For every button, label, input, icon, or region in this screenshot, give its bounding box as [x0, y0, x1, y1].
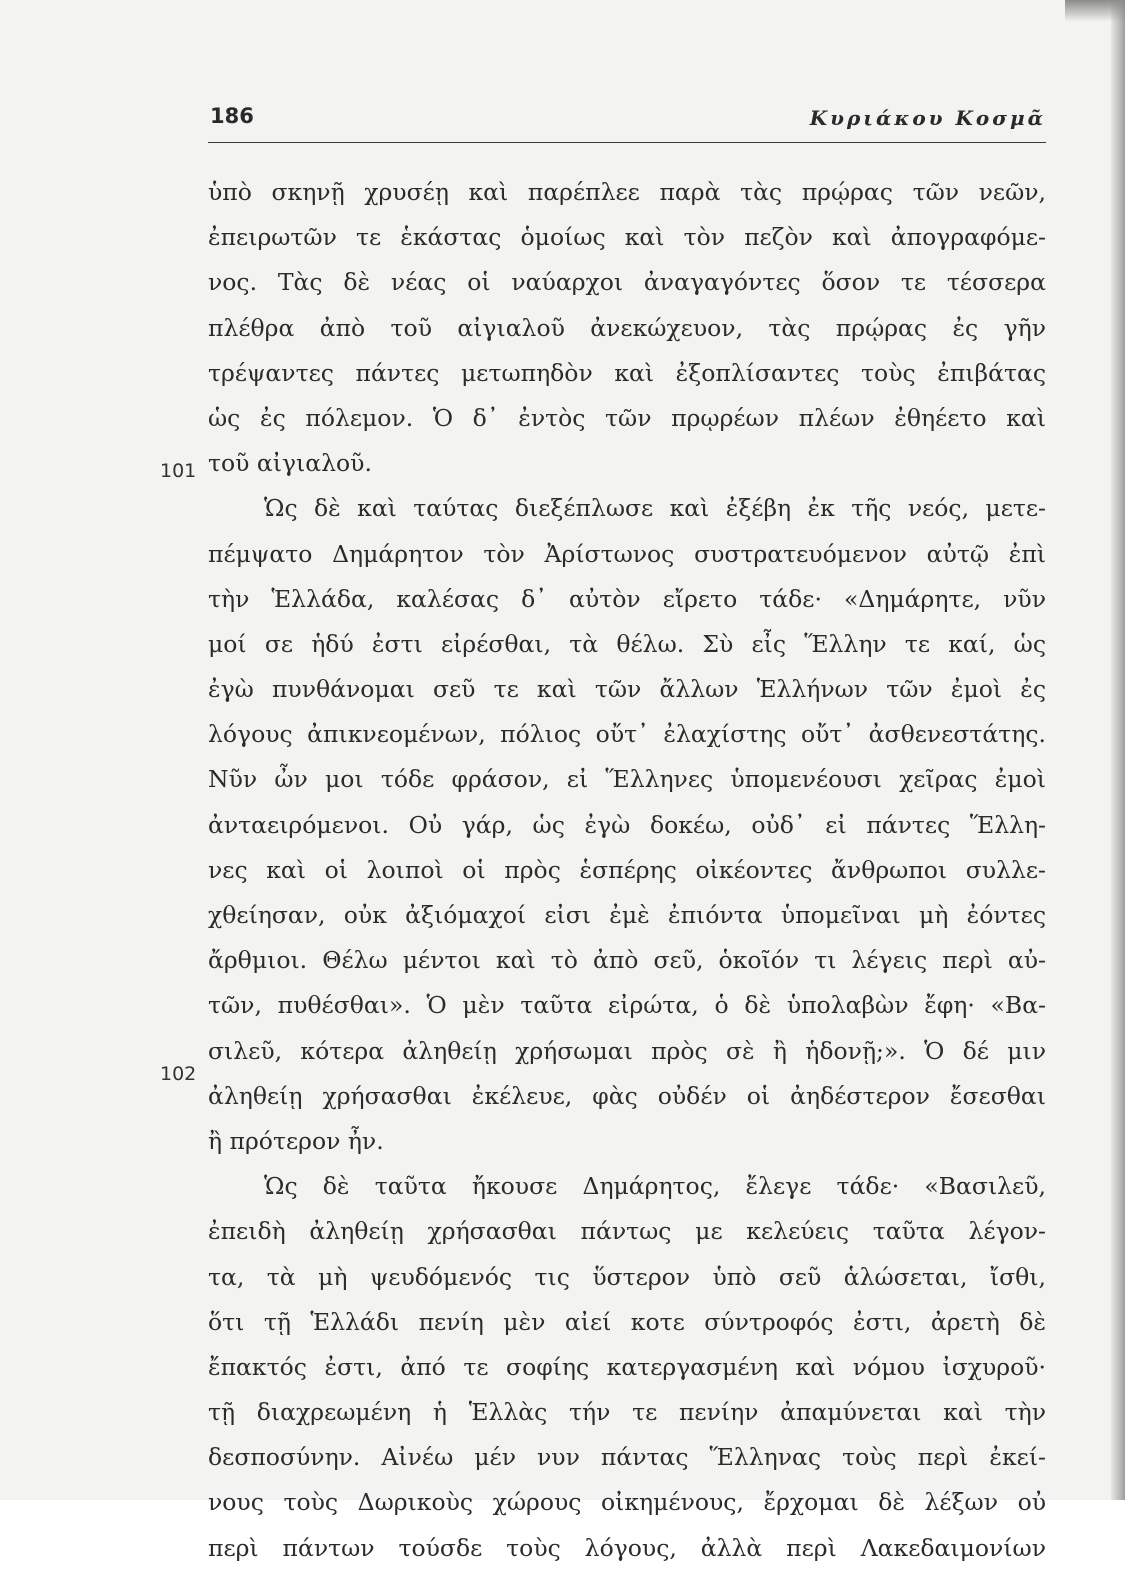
- text-line: περὶ πάντων τούσδε τοὺς λόγους, ἀλλὰ περὶ Λακεδαιμονίων: [208, 1533, 1046, 1562]
- text-line: νος. Τὰς δὲ νέας οἱ ναύαρχοι ἀναγαγόντες ὅσον τε τέσσερα: [208, 268, 1046, 297]
- text-line: ὡς ἐς πόλεμον. Ὁ δ᾽ ἐντὸς τῶν πρῳρέων πλέων ἐθηέετο καὶ: [208, 403, 1046, 432]
- paragraph-first-line: Ὡς δὲ ταῦτα ἤκουσε Δημάρητος, ἔλεγε τάδε· «Βασιλεῦ,: [264, 1172, 1046, 1201]
- paragraph-first-line: Ὡς δὲ καὶ ταύτας διεξέπλωσε καὶ ἐξέβη ἐκ τῆς νεός, μετε-: [264, 494, 1046, 523]
- body-text: [208, 170, 1046, 1571]
- text-line: τῇ διαχρεωμένη ἡ Ἑλλὰς τήν τε πενίην ἀπαμύνεται καὶ τὴν: [208, 1398, 1046, 1427]
- text-line: ὅτι τῇ Ἑλλάδι πενίη μὲν αἰεί κοτε σύντροφός ἐστι, ἀρετὴ δὲ: [208, 1307, 1046, 1336]
- text-line: σιλεῦ, κότερα ἀληθείῃ χρήσωμαι πρὸς σὲ ἢ ἡδονῇ;». Ὁ δέ μιν: [208, 1036, 1046, 1065]
- text-line: ἀνταειρόμενοι. Οὐ γάρ, ὡς ἐγὼ δοκέω, οὐδ᾽ εἰ πάντες Ἕλλη-: [208, 810, 1046, 839]
- text-line: ἔπακτός ἐστι, ἀπό τε σοφίης κατεργασμένη καὶ νόμου ἰσχυροῦ·: [208, 1352, 1046, 1381]
- text-line: τρέψαντες πάντες μετωπηδὸν καὶ ἐξοπλίσαντες τοὺς ἐπιβάτας: [208, 358, 1046, 387]
- text-line: χθείησαν, οὐκ ἀξιόμαχοί εἰσι ἐμὲ ἐπιόντα ὑπομεῖναι μὴ ἐόντες: [208, 901, 1046, 929]
- section-number-102: 102: [160, 1063, 197, 1085]
- text-line: ἀληθείῃ χρήσασθαι ἐκέλευε, φὰς οὐδέν οἱ ἀηδέστερον ἔσεσθαι: [208, 1081, 1046, 1110]
- text-line: τα, τὰ μὴ ψευδόμενός τις ὕστερον ὑπὸ σεῦ ἁλώσεται, ἴσθι,: [208, 1262, 1046, 1291]
- text-line: πέμψατο Δημάρητον τὸν Ἀρίστωνος συστρατευόμενον αὐτῷ ἐπὶ: [208, 539, 1046, 568]
- page-header: [208, 104, 1046, 143]
- running-head: Κυριάκου Κοσμᾶ: [809, 106, 1046, 130]
- text-line: τῶν, πυθέσθαι». Ὁ μὲν ταῦτα εἰρώτα, ὁ δὲ ὑπολαβὼν ἔφη· «Βα-: [208, 991, 1046, 1020]
- text-line: πλέθρα ἀπὸ τοῦ αἰγιαλοῦ ἀνεκώχευον, τὰς πρῴρας ἐς γῆν: [208, 313, 1046, 342]
- text-line: ὑπὸ σκηνῇ χρυσέῃ καὶ παρέπλεε παρὰ τὰς πρῴρας τῶν νεῶν,: [208, 178, 1046, 206]
- text-line: δεσποσύνην. Αἰνέω μέν νυν πάντας Ἕλληνας τοὺς περὶ ἐκεί-: [208, 1443, 1046, 1472]
- text-line: Νῦν ὦν μοι τόδε φράσον, εἰ Ἕλληνες ὑπομενέουσι χεῖρας ἐμοὶ: [208, 765, 1046, 794]
- text-line: νους τοὺς Δωρικοὺς χώρους οἰκημένους, ἔρχομαι δὲ λέξων οὐ: [208, 1488, 1046, 1517]
- text-line: ἐπειδὴ ἀληθείῃ χρήσασθαι πάντως με κελεύεις ταῦτα λέγον-: [208, 1217, 1046, 1246]
- text-line: ἢ πρότερον ἦν.: [208, 1126, 384, 1155]
- text-line: τοῦ αἰγιαλοῦ.: [208, 449, 372, 478]
- text-line: μοί σε ἡδύ ἐστι εἰρέσθαι, τὰ θέλω. Σὺ εἶς Ἕλλην τε καί, ὡς: [208, 629, 1046, 658]
- text-line: νες καὶ οἱ λοιποὶ οἱ πρὸς ἑσπέρης οἰκέοντες ἄνθρωποι συλλε-: [208, 855, 1046, 884]
- page-corner-shadow: [1065, 0, 1125, 22]
- page-number: 186: [210, 104, 254, 128]
- text-line: ἄρθμιοι. Θέλω μέντοι καὶ τὸ ἀπὸ σεῦ, ὁκοῖόν τι λέγεις περὶ αὐ-: [208, 946, 1046, 975]
- text-line: τὴν Ἑλλάδα, καλέσας δ᾽ αὐτὸν εἴρετο τάδε· «Δημάρητε, νῦν: [208, 584, 1046, 613]
- text-line: λόγους ἀπικνεομένων, πόλιος οὔτ᾽ ἐλαχίστης οὔτ᾽ ἀσθενεστάτης.: [208, 720, 1046, 749]
- section-number-101: 101: [160, 460, 197, 482]
- page-edge-shadow: [1111, 0, 1125, 1500]
- text-line: ἐγὼ πυνθάνομαι σεῦ τε καὶ τῶν ἄλλων Ἑλλήνων τῶν ἐμοὶ ἐς: [208, 675, 1046, 704]
- text-line: ἐπειρωτῶν τε ἑκάστας ὁμοίως καὶ τὸν πεζὸν καὶ ἀπογραφόμε-: [208, 223, 1046, 252]
